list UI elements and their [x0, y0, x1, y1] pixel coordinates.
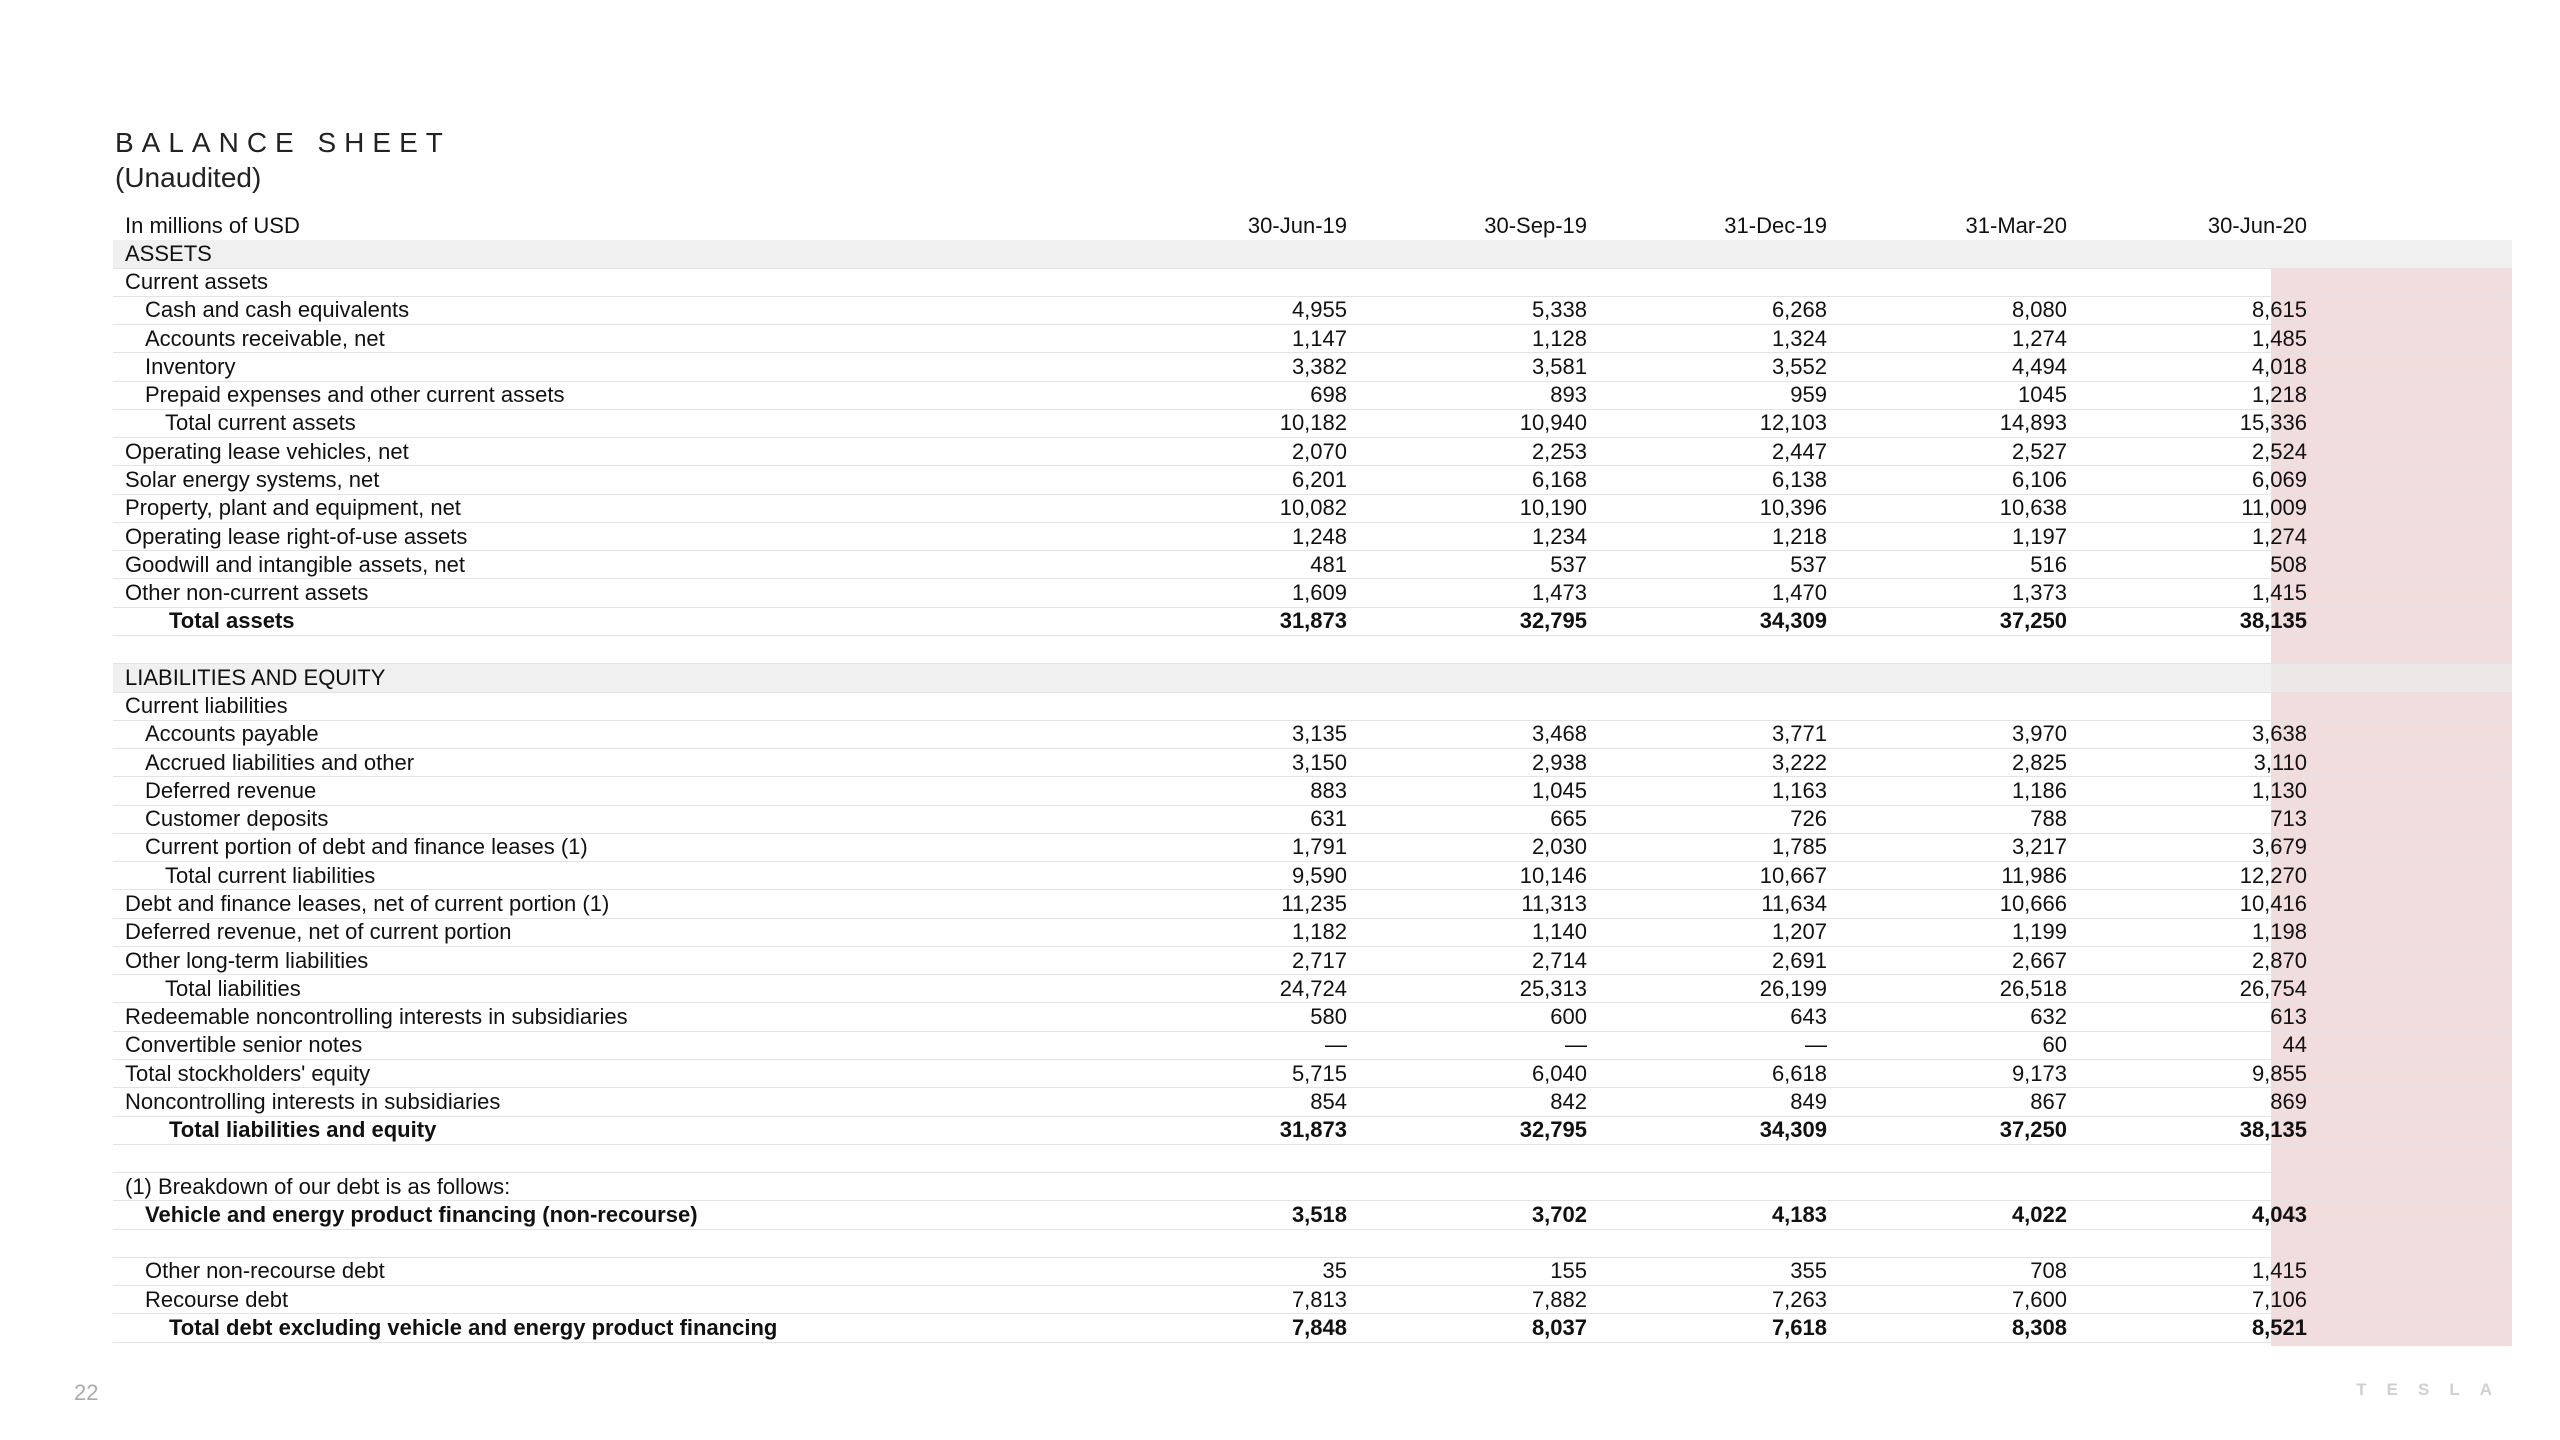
- section-header-row: [113, 664, 2512, 692]
- row-value: 9,590: [1291, 862, 1347, 888]
- row-label: Total current assets: [165, 410, 356, 436]
- row-value: 1,207: [1771, 919, 1827, 945]
- row-value: 14,893: [1999, 410, 2067, 436]
- row-value: 26,199: [1759, 975, 1827, 1001]
- row-value: 708: [2030, 1258, 2067, 1284]
- row-value: 2,691: [1771, 947, 1827, 973]
- row-value: 7,106: [2251, 1286, 2307, 1312]
- row-value: 7,813: [1291, 1286, 1347, 1312]
- table-row: [113, 269, 2512, 297]
- table-row: [113, 325, 2512, 353]
- table-row: [113, 1173, 2512, 1201]
- row-value: 1,198: [2251, 919, 2307, 945]
- row-value: 10,666: [1999, 891, 2067, 916]
- row-value: 34,309: [1759, 608, 1827, 634]
- row-value: 2,870: [2251, 947, 2307, 973]
- row-value: 6,168: [1531, 467, 1587, 493]
- row-value: 3,552: [1771, 353, 1827, 379]
- row-value: 3,970: [2011, 721, 2067, 747]
- row-value: 869: [2270, 1088, 2307, 1114]
- row-value: 3,150: [1291, 749, 1347, 775]
- row-value: 959: [1790, 382, 1827, 408]
- row-value: 2,253: [1531, 438, 1587, 464]
- table-row: [113, 777, 2512, 805]
- row-value: 6,040: [1531, 1060, 1587, 1086]
- row-value: 11,986: [2001, 862, 2067, 888]
- row-value: 4,043: [2251, 1201, 2307, 1227]
- row-value: 643: [1790, 1004, 1827, 1030]
- row-value: 1,415: [2251, 1258, 2307, 1284]
- row-value: 883: [1310, 777, 1347, 803]
- row-value: 4,022: [2011, 1201, 2067, 1227]
- row-value: 2,524: [2251, 438, 2307, 464]
- table-row: [113, 1003, 2512, 1031]
- row-value: 1045: [2018, 382, 2067, 408]
- row-label: Convertible senior notes: [125, 1032, 363, 1058]
- row-value: 32,795: [1519, 1117, 1587, 1143]
- row-label: Cash and cash equivalents: [145, 297, 410, 323]
- row-value: 3,518: [1291, 1201, 1347, 1227]
- row-value: 12,270: [2239, 862, 2307, 888]
- row-value: 1,373: [2011, 580, 2067, 606]
- spacer-row: [113, 1230, 2512, 1258]
- row-value: 38,135: [2239, 1117, 2307, 1143]
- row-label: Current assets: [125, 269, 269, 295]
- period-header: 30-Jun-20: [2207, 213, 2307, 239]
- table-row: [113, 890, 2512, 918]
- row-value: 4,018: [2251, 353, 2307, 379]
- row-value: 849: [1790, 1088, 1827, 1114]
- period-header: 31-Mar-20: [1965, 213, 2067, 239]
- row-value: 38,135: [2239, 608, 2307, 634]
- table-row: [113, 975, 2512, 1003]
- row-value: 1,415: [2251, 580, 2307, 606]
- row-value: 26,754: [2239, 975, 2307, 1001]
- row-label: Vehicle and energy product financing (non-recourse): [145, 1201, 698, 1227]
- row-value: 537: [1790, 551, 1827, 577]
- row-value: 1,274: [2011, 325, 2067, 351]
- page-subtitle: (Unaudited): [115, 162, 262, 193]
- row-value: 516: [2030, 551, 2067, 577]
- row-label: Total debt excluding vehicle and energy product financing: [169, 1314, 778, 1340]
- table-row: [113, 353, 2512, 381]
- row-value: 893: [1550, 382, 1587, 408]
- row-value: 3,638: [2251, 721, 2307, 747]
- row-value: 10,146: [1519, 862, 1587, 888]
- section-header-row: [113, 240, 2512, 268]
- row-value: 155: [1550, 1258, 1587, 1284]
- row-label: Other non-recourse debt: [145, 1258, 385, 1284]
- row-value: 12,103: [1759, 410, 1827, 436]
- table-row: [113, 608, 2512, 636]
- table-row: [113, 297, 2512, 325]
- row-value: 3,217: [2011, 834, 2067, 860]
- row-label: Total assets: [169, 608, 295, 634]
- row-value: 1,248: [1291, 523, 1347, 549]
- row-value: 713: [2270, 806, 2307, 832]
- row-value: 3,468: [1531, 721, 1587, 747]
- table-row: [113, 579, 2512, 607]
- row-label: Total stockholders' equity: [125, 1060, 371, 1086]
- row-label: Operating lease right-of-use assets: [125, 523, 468, 549]
- row-value: 508: [2270, 551, 2307, 577]
- row-label: Debt and finance leases, net of current portion (1): [125, 891, 610, 916]
- row-value: 7,600: [2011, 1286, 2067, 1312]
- row-value: 6,069: [2251, 467, 2307, 493]
- row-value: 3,581: [1531, 353, 1587, 379]
- table-row: [113, 1032, 2512, 1060]
- period-header: 31-Dec-19: [1724, 213, 1827, 239]
- row-value: 3,135: [1291, 721, 1347, 747]
- table-row: [113, 551, 2512, 579]
- row-value: 1,147: [1291, 325, 1347, 351]
- row-label: Inventory: [145, 353, 236, 379]
- row-value: 537: [1550, 551, 1587, 577]
- row-value: 1,785: [1771, 834, 1827, 860]
- row-value: 10,190: [1519, 495, 1587, 521]
- row-value: 665: [1550, 806, 1587, 832]
- row-value: 3,771: [1771, 721, 1827, 747]
- row-label: Deferred revenue: [145, 777, 317, 803]
- row-value: 788: [2030, 806, 2067, 832]
- row-value: 1,274: [2251, 523, 2307, 549]
- row-value: 7,882: [1531, 1286, 1587, 1312]
- table-row: [113, 1286, 2512, 1314]
- table-row: [113, 947, 2512, 975]
- row-label: Operating lease vehicles, net: [125, 438, 409, 464]
- row-value: —: [1565, 1032, 1587, 1058]
- units-label: In millions of USD: [125, 213, 300, 239]
- row-value: 3,110: [2253, 749, 2307, 775]
- row-label: ASSETS: [125, 240, 212, 266]
- row-value: 1,197: [2011, 523, 2067, 549]
- row-value: 1,163: [1771, 777, 1827, 803]
- row-value: 1,128: [1531, 325, 1587, 351]
- row-value: 1,324: [1771, 325, 1827, 351]
- row-value: 6,618: [1771, 1060, 1827, 1086]
- row-label: Goodwill and intangible assets, net: [125, 551, 465, 577]
- row-value: 11,313: [1521, 891, 1587, 916]
- row-value: 481: [1310, 551, 1347, 577]
- row-value: 2,938: [1531, 749, 1587, 775]
- row-label: Solar energy systems, net: [125, 467, 380, 493]
- table-row: [113, 438, 2512, 466]
- row-value: 15,336: [2239, 410, 2307, 436]
- row-value: 10,667: [1759, 862, 1827, 888]
- table-row: [113, 1088, 2512, 1116]
- row-value: 600: [1550, 1004, 1587, 1030]
- row-value: 1,609: [1291, 580, 1347, 606]
- row-value: 6,201: [1291, 467, 1347, 493]
- row-value: 1,140: [1531, 919, 1587, 945]
- table-row: [113, 834, 2512, 862]
- spacer-row: [113, 636, 2512, 664]
- table-row: [113, 806, 2512, 834]
- row-value: 60: [2042, 1032, 2067, 1058]
- row-value: 2,717: [1291, 947, 1347, 973]
- row-value: 631: [1310, 806, 1347, 832]
- row-label: Accrued liabilities and other: [145, 749, 415, 775]
- row-value: 35: [1322, 1258, 1347, 1284]
- period-header: 30-Jun-19: [1247, 213, 1347, 239]
- row-value: 842: [1550, 1088, 1587, 1114]
- table-row: [113, 1117, 2512, 1145]
- row-value: 3,702: [1531, 1201, 1587, 1227]
- row-value: 1,218: [1771, 523, 1827, 549]
- row-value: —: [1325, 1032, 1347, 1058]
- row-value: 726: [1790, 806, 1827, 832]
- row-label: Other non-current assets: [125, 580, 369, 606]
- row-value: 6,268: [1771, 297, 1827, 323]
- brand-logo: TESLA: [2356, 1380, 2512, 1399]
- row-value: 2,070: [1291, 438, 1347, 464]
- row-value: 5,338: [1531, 297, 1587, 323]
- table-row: [113, 1060, 2512, 1088]
- row-value: 10,082: [1279, 495, 1347, 521]
- row-value: 9,173: [2011, 1060, 2067, 1086]
- table-row: [113, 919, 2512, 947]
- row-value: 1,182: [1291, 919, 1347, 945]
- page-title: BALANCE SHEET: [115, 127, 451, 158]
- row-value: 32,795: [1519, 608, 1587, 634]
- row-value: 31,873: [1279, 1117, 1347, 1143]
- row-value: —: [1805, 1032, 1827, 1058]
- row-label: Other long-term liabilities: [125, 947, 369, 973]
- row-value: 26,518: [1999, 975, 2067, 1001]
- row-value: 8,037: [1531, 1314, 1587, 1340]
- row-label: Recourse debt: [145, 1286, 289, 1312]
- table-row: [113, 1201, 2512, 1229]
- period-header: 30-Sep-19: [1484, 213, 1587, 239]
- row-value: 6,106: [2011, 467, 2067, 493]
- row-value: 37,250: [1999, 608, 2067, 634]
- row-value: 580: [1310, 1004, 1347, 1030]
- row-value: 698: [1310, 382, 1347, 408]
- row-value: 1,045: [1531, 777, 1587, 803]
- row-value: 31,873: [1279, 608, 1347, 634]
- row-value: 11,634: [1761, 891, 1827, 916]
- row-value: 4,183: [1771, 1201, 1827, 1227]
- table-row: [113, 466, 2512, 494]
- table-row: [113, 382, 2512, 410]
- row-value: 34,309: [1759, 1117, 1827, 1143]
- row-value: 4,955: [1291, 297, 1347, 323]
- row-value: 2,825: [2011, 749, 2067, 775]
- row-value: 10,396: [1759, 495, 1827, 521]
- row-label: Accounts receivable, net: [145, 325, 385, 351]
- table-row: [113, 410, 2512, 438]
- row-value: 1,199: [2011, 919, 2067, 945]
- row-value: 11,235: [1281, 891, 1347, 916]
- page-number: 22: [74, 1380, 99, 1405]
- row-value: 1,791: [1291, 834, 1347, 860]
- row-value: 1,234: [1531, 523, 1587, 549]
- row-value: 1,186: [2011, 777, 2067, 803]
- row-value: 10,940: [1519, 410, 1587, 436]
- row-value: 1,470: [1771, 580, 1827, 606]
- row-value: 6,138: [1771, 467, 1827, 493]
- row-value: 9,855: [2251, 1060, 2307, 1086]
- row-label: LIABILITIES AND EQUITY: [125, 664, 386, 690]
- row-value: 37,250: [1999, 1117, 2067, 1143]
- row-value: 7,263: [1771, 1286, 1827, 1312]
- row-value: 11,009: [2241, 495, 2307, 521]
- table-row: [113, 862, 2512, 890]
- row-value: 2,447: [1771, 438, 1827, 464]
- row-label: (1) Breakdown of our debt is as follows:: [125, 1173, 511, 1199]
- row-value: 632: [2030, 1004, 2067, 1030]
- row-value: 1,485: [2251, 325, 2307, 351]
- row-label: Property, plant and equipment, net: [125, 495, 461, 521]
- row-label: Current liabilities: [125, 693, 288, 719]
- row-value: 3,382: [1291, 353, 1347, 379]
- row-value: 2,714: [1531, 947, 1587, 973]
- row-label: Total liabilities: [165, 975, 301, 1001]
- row-value: 8,308: [2011, 1314, 2067, 1340]
- row-value: 10,182: [1279, 410, 1347, 436]
- row-value: 854: [1310, 1088, 1347, 1114]
- row-label: Redeemable noncontrolling interests in subsidiaries: [125, 1004, 628, 1030]
- row-label: Accounts payable: [145, 721, 319, 747]
- row-value: 1,218: [2251, 382, 2307, 408]
- row-value: 7,618: [1771, 1314, 1827, 1340]
- row-value: 355: [1790, 1258, 1827, 1284]
- table-body: [113, 240, 2512, 1342]
- row-value: 2,527: [2011, 438, 2067, 464]
- row-value: 3,222: [1771, 749, 1827, 775]
- row-value: 10,416: [2239, 891, 2307, 916]
- table-row: [113, 693, 2512, 721]
- table-row: [113, 749, 2512, 777]
- row-value: 1,473: [1531, 580, 1587, 606]
- row-label: Noncontrolling interests in subsidiaries: [125, 1088, 501, 1114]
- row-value: 8,521: [2251, 1314, 2307, 1340]
- row-label: Current portion of debt and finance leases (1): [145, 834, 588, 860]
- row-value: 2,030: [1531, 834, 1587, 860]
- table-row: [113, 523, 2512, 551]
- row-value: 8,080: [2011, 297, 2067, 323]
- row-value: 8,615: [2251, 297, 2307, 323]
- table-row: [113, 721, 2512, 749]
- row-value: 1,130: [2251, 777, 2307, 803]
- row-label: Total current liabilities: [165, 862, 376, 888]
- row-value: 4,494: [2011, 353, 2067, 379]
- row-value: 613: [2270, 1004, 2307, 1030]
- row-value: 867: [2030, 1088, 2067, 1114]
- table-row: [113, 495, 2512, 523]
- row-value: 7,848: [1291, 1314, 1347, 1340]
- table-header-row: [113, 212, 2512, 240]
- row-value: 24,724: [1279, 975, 1347, 1001]
- row-label: Deferred revenue, net of current portion: [125, 919, 512, 945]
- table-row: [113, 1258, 2512, 1286]
- row-label: Total liabilities and equity: [169, 1117, 437, 1143]
- row-value: 10,638: [1999, 495, 2067, 521]
- balance-sheet-table: [113, 212, 2512, 1343]
- table-row: [113, 1314, 2512, 1342]
- row-value: 2,667: [2011, 947, 2067, 973]
- row-value: 44: [2282, 1032, 2307, 1058]
- row-value: 5,715: [1291, 1060, 1347, 1086]
- row-label: Prepaid expenses and other current assets: [145, 382, 565, 408]
- row-value: 3,679: [2251, 834, 2307, 860]
- spacer-row: [113, 1145, 2512, 1173]
- row-value: 25,313: [1519, 975, 1587, 1001]
- row-label: Customer deposits: [145, 806, 329, 832]
